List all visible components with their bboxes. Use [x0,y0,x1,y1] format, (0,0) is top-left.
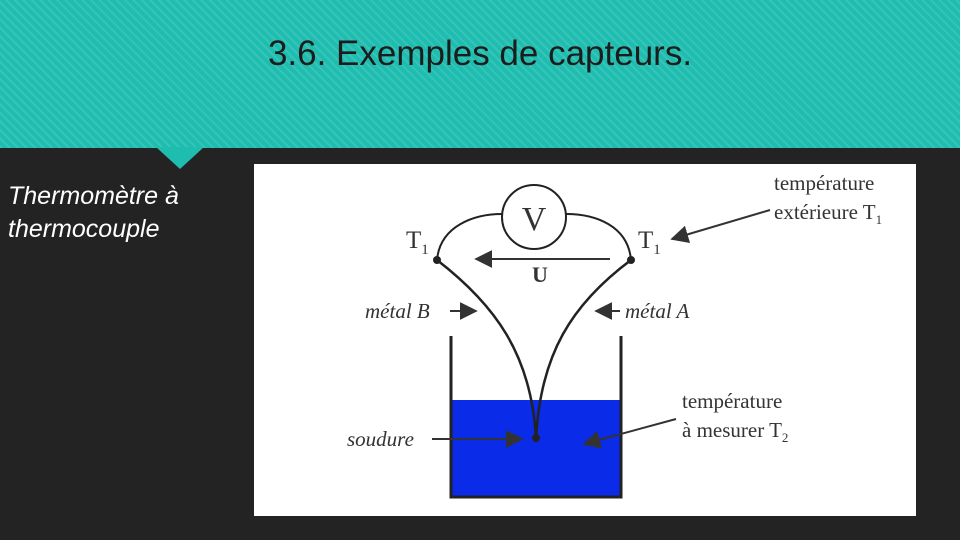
measure-temp-line2: à mesurer $T_2$ [682,418,789,445]
metal-a-label: métal A [625,299,690,323]
ext-temp-line1: température [774,171,875,195]
thermocouple-diagram [254,164,916,516]
metal-b-label: métal B [365,299,430,323]
wire-right-loop [566,214,631,260]
junction-right-dot [627,256,635,264]
side-caption: Thermomètre à thermocouple [8,182,179,243]
liquid [452,400,620,496]
header-banner [0,0,960,148]
junction-left-label: $T_1$ [406,227,429,258]
junction-left-dot [433,256,441,264]
ext-temp-arrow [672,210,770,239]
header-notch [156,147,204,169]
solder-dot [532,434,540,442]
voltmeter-symbol: V [521,201,547,238]
voltage-label: U [532,262,548,287]
slide-title: 3.6. Exemples de capteurs. [267,34,693,73]
measure-temp-line1: température [682,389,783,413]
solder-label: soudure [347,427,414,451]
ext-temp-line2: extérieure $T_1$ [774,200,883,227]
junction-right-label: $T_1$ [638,227,661,258]
wire-left-loop [437,214,502,260]
